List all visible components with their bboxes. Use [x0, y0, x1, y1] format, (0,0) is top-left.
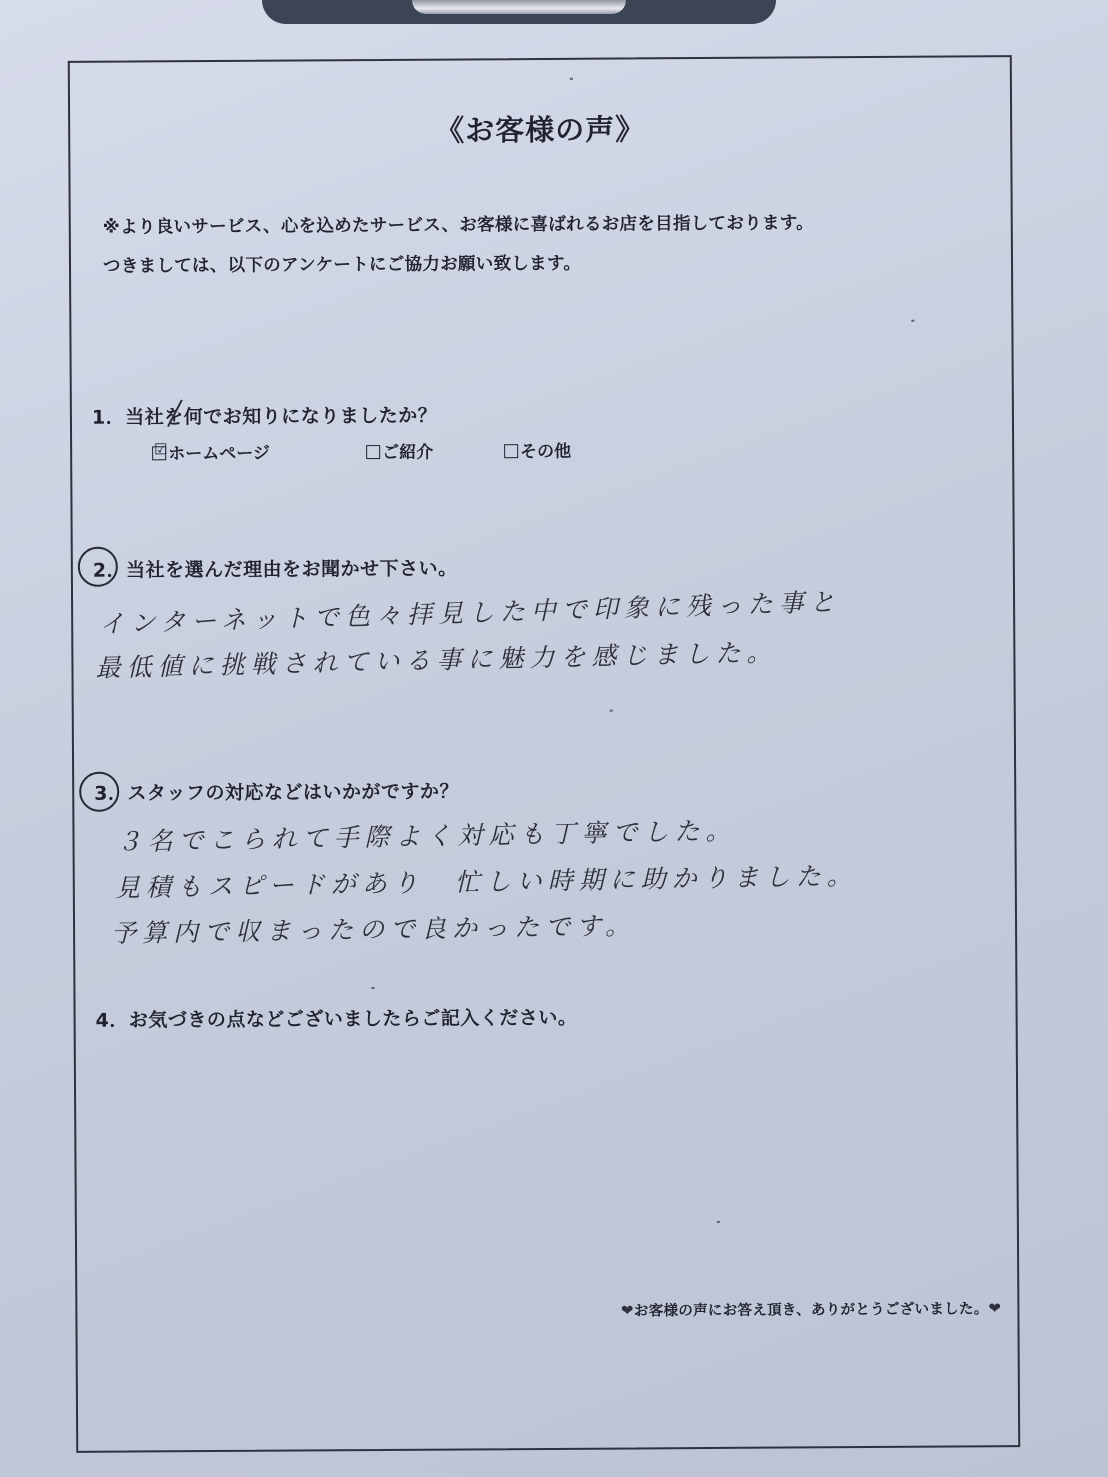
option-label: ご紹介	[382, 442, 434, 463]
checkbox-empty-icon[interactable]	[504, 444, 518, 458]
handwritten-answer-3-line-1: ３名でこられて手際よく対応も丁寧でした。	[116, 816, 737, 857]
clipboard-clip-metal	[412, 0, 626, 14]
option-label: ホームページ	[168, 443, 270, 465]
option-label: その他	[520, 441, 572, 463]
checkbox-checked-icon[interactable]	[152, 440, 168, 460]
intro-line-1: ※より良いサービス、心を込めたサービス、お客様に喜ばれるお店を目指しております。	[102, 213, 814, 238]
speck	[610, 710, 613, 712]
thanks-message	[621, 1297, 1001, 1320]
handwritten-answer-3-line-3: 予算内で収まったので良かったです。	[110, 911, 637, 948]
checkbox-empty-icon[interactable]	[366, 445, 380, 459]
option-referral[interactable]	[366, 438, 433, 463]
option-other[interactable]	[504, 437, 571, 462]
option-homepage[interactable]	[152, 439, 270, 465]
survey-sheet	[68, 55, 1020, 1453]
speck	[371, 987, 374, 989]
heart-icon: ❤	[620, 1301, 634, 1320]
intro-line-2: つきましては、以下のアンケートにご協力お願い致します。	[102, 253, 582, 277]
question-2: 2．当社を選んだ理由をお聞かせ下さい。	[92, 557, 458, 582]
thanks-text: お客様の声にお答え頂き、ありがとうございました。	[633, 1301, 989, 1320]
speck	[570, 78, 573, 80]
speck	[717, 1221, 720, 1223]
handwritten-answer-3-line-2: 見積もスピードがあり 忙しい時期に助かりました。	[114, 861, 859, 903]
speck	[911, 320, 914, 322]
question-4: 4．お気づきの点などございましたらご記入ください。	[95, 1006, 578, 1032]
page-title: 《お客様の声》	[435, 112, 646, 148]
heart-icon: ❤	[988, 1299, 1002, 1318]
handwritten-answer-2-line-1: インターネットで色々拝見した中で印象に残った事と	[98, 587, 842, 639]
question-3: 3．スタッフの対応などはいかがですか？	[94, 780, 460, 805]
intro-text	[103, 204, 815, 286]
checkmark-icon: ☑	[154, 440, 168, 459]
question-1: 1．当社を何でお知りになりましたか？	[91, 404, 438, 429]
handwritten-answer-2-line-2: 最低値に挑戦されている事に魅力を感じました。	[95, 637, 778, 683]
